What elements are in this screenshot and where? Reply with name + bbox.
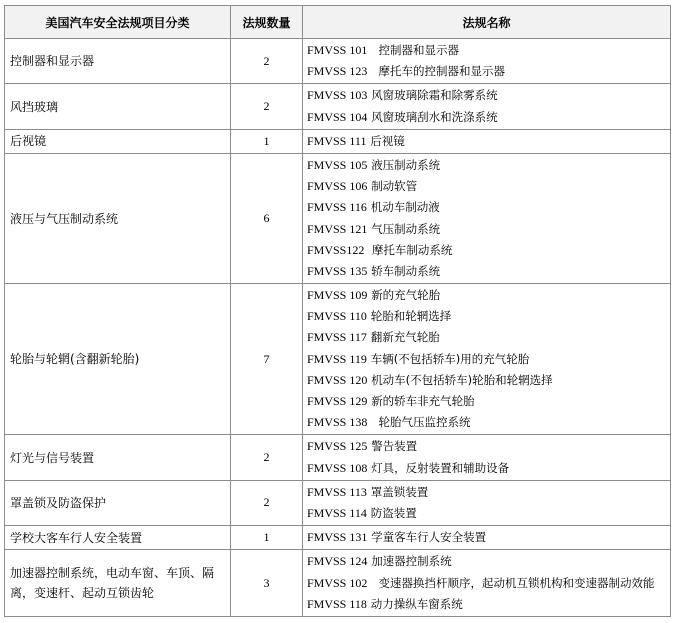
count-cell: 1	[231, 129, 303, 153]
regulation-names-cell	[303, 39, 671, 84]
regulation-item	[307, 197, 670, 218]
regulation-item	[307, 551, 670, 572]
regulation-title: 翻新充气轮胎	[370, 330, 440, 345]
regulation-names-cell	[303, 153, 671, 283]
regulation-names-cell	[303, 480, 671, 525]
regulation-code: FMVSS 102	[307, 575, 368, 590]
count-cell: 2	[231, 84, 303, 129]
count-cell: 6	[231, 153, 303, 283]
table-row	[5, 129, 671, 153]
count-cell: 2	[231, 480, 303, 525]
regulation-item	[307, 155, 670, 176]
regulation-title: 警告装置	[371, 439, 418, 454]
regulation-code: FMVSS 121	[307, 221, 368, 236]
regulation-title: 轮胎和轮辋选择	[370, 309, 452, 324]
regulation-code: FMVSS 135	[307, 263, 368, 278]
regulation-code: FMVSS 105	[307, 157, 368, 172]
regulation-code: FMVSS 116	[307, 200, 367, 215]
regulation-code: FMVSS 129	[307, 394, 368, 408]
regulation-item	[307, 176, 670, 197]
regulation-item	[307, 107, 670, 128]
regulation-title: 摩托车的控制器和显示器	[371, 64, 505, 79]
header-count: 法规数量	[231, 6, 303, 39]
regulation-code: FMVSS 108	[307, 460, 368, 475]
table-row	[5, 480, 671, 525]
regulation-title: 变速器换挡杆顺序，起动机互锁机构和变速器制动效能	[371, 575, 655, 590]
header-names: 法规名称	[303, 6, 671, 39]
regulation-code: FMVSS 104	[307, 109, 368, 124]
regulation-code: FMVSS 124	[307, 554, 368, 569]
table-row	[5, 39, 671, 84]
regulation-names-cell	[303, 435, 671, 480]
category-cell: 罩盖锁及防盗保护	[5, 480, 231, 525]
count-cell: 3	[231, 550, 303, 617]
regulation-title: 气压制动系统	[371, 221, 441, 236]
table-row	[5, 526, 671, 550]
regulation-title: 控制器和显示器	[371, 43, 459, 57]
regulation-title: 风窗玻璃除霜和除雾系统	[371, 88, 498, 103]
regulation-code: FMVSS 125	[307, 439, 368, 454]
regulation-item	[307, 40, 670, 61]
table-row	[5, 284, 671, 435]
category-cell: 后视镜	[5, 129, 231, 153]
table-row	[5, 550, 671, 617]
regulation-code: FMVSS 119	[307, 351, 367, 366]
regulation-title: 车辆(不包括轿车)用的充气轮胎	[370, 351, 530, 366]
regulation-title: 灯具，反射装置和辅助设备	[371, 460, 510, 475]
table-row	[5, 435, 671, 480]
count-cell: 7	[231, 284, 303, 435]
regulation-title: 新的轿车非充气轮胎	[371, 394, 475, 408]
header-category: 美国汽车安全法规项目分类	[5, 6, 231, 39]
regulation-item	[307, 261, 670, 282]
regulation-code: FMVSS 123	[307, 64, 368, 79]
regulation-names-cell	[303, 84, 671, 129]
regulation-title: 机动车(不包括轿车)轮胎和轮辋选择	[371, 372, 553, 387]
regulation-title: 新的充气轮胎	[371, 288, 441, 303]
category-cell: 灯光与信号装置	[5, 435, 231, 480]
regulation-item	[307, 412, 670, 433]
regulation-item	[307, 306, 670, 327]
category-cell: 控制器和显示器	[5, 39, 231, 84]
regulation-code: FMVSS 117	[307, 330, 367, 345]
regulation-code: FMVSS 109	[307, 288, 368, 303]
regulation-item	[307, 436, 670, 457]
regulation-title: 后视镜	[370, 133, 405, 148]
regulation-names-cell	[303, 284, 671, 435]
regulation-item	[307, 482, 670, 503]
category-cell: 轮胎与轮辋(含翻新轮胎)	[5, 284, 231, 435]
regulation-item	[307, 391, 670, 412]
regulation-title: 摩托车制动系统	[368, 242, 453, 257]
regulation-table	[4, 5, 671, 617]
regulation-title: 液压制动系统	[371, 157, 441, 172]
count-cell: 1	[231, 526, 303, 550]
table-row	[5, 84, 671, 129]
category-cell: 学校大客车行人安全装置	[5, 526, 231, 550]
regulation-title: 防盗装置	[370, 505, 417, 520]
count-cell: 2	[231, 39, 303, 84]
regulation-title: 轮胎气压监控系统	[371, 415, 471, 430]
regulation-code: FMVSS 103	[307, 88, 368, 103]
regulation-title: 加速器控制系统	[371, 554, 452, 569]
regulation-title: 风窗玻璃刮水和洗涤系统	[371, 109, 498, 124]
regulation-item	[307, 240, 670, 261]
regulation-code: FMVSS 120	[307, 372, 368, 387]
regulation-title: 机动车制动液	[370, 200, 440, 215]
count-cell: 2	[231, 435, 303, 480]
category-cell: 风挡玻璃	[5, 84, 231, 129]
regulation-names-cell	[303, 550, 671, 617]
regulation-item	[307, 61, 670, 82]
regulation-code: FMVSS 101	[307, 43, 368, 57]
regulation-code: FMVSS 106	[307, 179, 368, 194]
regulation-item	[307, 327, 670, 348]
regulation-title: 罩盖锁装置	[370, 484, 429, 499]
regulation-item	[307, 219, 670, 240]
regulation-item	[307, 594, 670, 615]
regulation-code: FMVSS 118	[307, 596, 367, 611]
category-cell: 加速器控制系统，电动车窗、车顶、隔离，变速杆、起动互锁齿轮	[5, 550, 231, 617]
regulation-title: 轿车制动系统	[371, 263, 441, 278]
regulation-code: FMVSS 113	[307, 484, 367, 499]
header-row	[5, 6, 671, 39]
regulation-names-cell	[303, 129, 671, 153]
regulation-names-cell	[303, 526, 671, 550]
regulation-item	[307, 131, 670, 152]
category-cell: 液压与气压制动系统	[5, 153, 231, 283]
table-body	[5, 39, 671, 617]
regulation-item	[307, 285, 670, 306]
regulation-title: 学童客车行人安全装置	[371, 530, 487, 545]
regulation-item	[307, 573, 670, 594]
regulation-code: FMVSS 114	[307, 505, 367, 520]
regulation-item	[307, 458, 670, 479]
regulation-item	[307, 85, 670, 106]
regulation-code: FMVSS122	[307, 242, 365, 257]
regulation-title: 动力操纵车窗系统	[370, 596, 463, 611]
regulation-code: FMVSS 110	[307, 309, 367, 324]
regulation-code: FMVSS 131	[307, 530, 368, 545]
regulation-title: 制动软管	[371, 179, 418, 194]
regulation-code: FMVSS 138	[307, 415, 368, 430]
regulation-item	[307, 527, 670, 548]
regulation-item	[307, 503, 670, 524]
regulation-code: FMVSS 111	[307, 133, 367, 148]
table-row	[5, 153, 671, 283]
regulation-item	[307, 349, 670, 370]
regulation-item	[307, 370, 670, 391]
